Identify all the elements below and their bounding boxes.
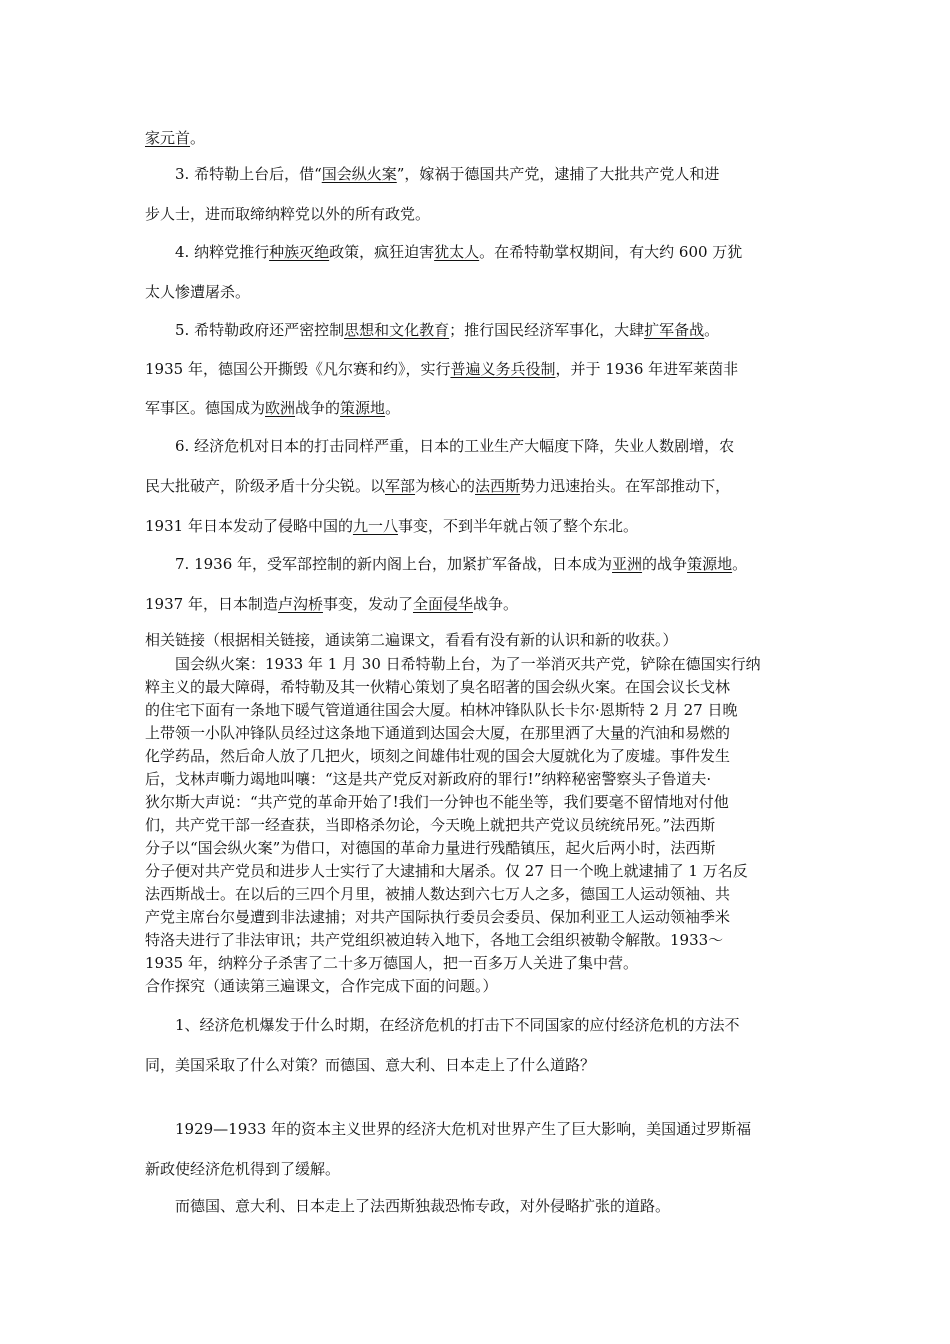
underlined-term: 家元首 <box>145 129 191 147</box>
text-segment: 。 <box>704 321 720 339</box>
text-segment: ”，嫁祸于德国共产党，逮捕了大批共产党人和进 <box>396 165 720 183</box>
point-6-line-3 <box>145 516 638 536</box>
reichstag-fire-line: 分子便对共产党员和进步人士实行了大逮捕和大屠杀。仅 27 日一个晚上就逮捕了 1 万名反 <box>145 862 748 880</box>
text-segment: 为核心的 <box>415 477 476 495</box>
underlined-term: 国会纵火案 <box>321 165 397 183</box>
underlined-term: 策源地 <box>340 399 386 417</box>
underlined-term: 普遍义务兵役制 <box>450 360 556 378</box>
reichstag-fire-line: 法西斯战士。在以后的三四个月里，被捕人数达到六七万人之多，德国工人运动领袖、共 <box>145 885 731 903</box>
underlined-term: 欧洲 <box>265 399 296 417</box>
question-1-line-1: 1、经济危机爆发于什么时期，在经济危机的打击下不同国家的应付经济危机的方法不 <box>175 1016 740 1034</box>
point-5-line-3 <box>145 398 400 418</box>
reichstag-fire-line: 粹主义的最大障碍，希特勒及其一伙精心策划了臭名昭著的国会纵火案。在国会议长戈林 <box>145 678 731 696</box>
text-segment: 事变，不到半年就占领了整个东北。 <box>397 517 638 535</box>
underlined-term: 犹太人 <box>434 243 480 261</box>
reichstag-fire-line: 上带领一小队冲锋队员经过这条地下通道到达国会大厦，在那里洒了大量的汽油和易燃的 <box>145 724 731 742</box>
answer-1-line-1: 1929—1933 年的资本主义世界的经济大危机对世界产生了巨大影响，美国通过罗斯福 <box>175 1120 752 1138</box>
text-segment: 。 <box>732 555 748 573</box>
underlined-term: 军部 <box>385 477 416 495</box>
point-6-line-2 <box>145 476 730 496</box>
point-4-line-2 <box>145 282 250 302</box>
text-segment: 1935 年，德国公开撕毁《凡尔赛和约》，实行 <box>145 360 451 378</box>
point-5-line-1 <box>175 320 719 340</box>
text-segment: 5. 希特勒政府还严密控制 <box>175 321 345 339</box>
text-segment: 1931 年日本发动了侵略中国的 <box>145 517 353 535</box>
question-1-line-2: 同，美国采取了什么对策？而德国、意大利、日本走上了什么道路？ <box>145 1056 596 1074</box>
text-segment: 军事区。德国成为 <box>145 399 266 417</box>
text-segment: 。 <box>190 129 206 147</box>
text-segment: 政策，疯狂迫害 <box>329 243 435 261</box>
reichstag-fire-line: 分子以“国会纵火案”为借口，对德国的革命力量进行残酷镇压，起火后两小时，法西斯 <box>145 839 716 857</box>
point-4-line-1 <box>175 242 742 262</box>
reichstag-fire-line: 的住宅下面有一条地下暖气管道通往国会大厦。柏林冲锋队队长卡尔·恩斯特 2 月 27 日晚 <box>145 701 738 719</box>
point-3-line-2 <box>145 204 430 224</box>
text-segment: 太人惨遭屠杀。 <box>145 283 251 301</box>
reichstag-fire-line: 1935 年，纳粹分子杀害了二十多万德国人，把一百多万人关进了集中营。 <box>145 954 638 972</box>
text-segment: 。在希特勒掌权期间，有大约 600 万犹 <box>479 243 743 261</box>
cooperation-heading: 合作探究（通读第三遍课文，合作完成下面的问题。） <box>145 977 498 995</box>
underlined-term: 全面侵华 <box>412 595 473 613</box>
point-7-line-1 <box>175 554 747 574</box>
text-segment: 7. 1936 年，受军部控制的新内阁上台，加紧扩军备战，日本成为 <box>175 555 613 573</box>
text-segment: 民大批破产，阶级矛盾十分尖锐。以 <box>145 477 386 495</box>
underlined-term: 思想和文化教育 <box>344 321 450 339</box>
text-segment: 事变，发动了 <box>322 595 413 613</box>
text-segment: 战争的 <box>295 399 341 417</box>
underlined-term: 九一八 <box>352 517 398 535</box>
text-segment: 战争。 <box>473 595 519 613</box>
related-links-heading: 相关链接（根据相关链接，通读第二遍课文，看看有没有新的认识和新的收获。） <box>145 631 678 649</box>
reichstag-fire-line: 们，共产党干部一经查获，当即格杀勿论，今天晚上就把共产党议员统统吊死。”法西斯 <box>145 816 716 834</box>
underlined-term: 扩军备战 <box>644 321 705 339</box>
text-segment: 步人士，进而取缔纳粹党以外的所有政党。 <box>145 205 431 223</box>
underlined-term: 策源地 <box>687 555 733 573</box>
point-3-line-1 <box>175 164 719 184</box>
underlined-term: 亚洲 <box>612 555 643 573</box>
point-6-line-1 <box>175 436 734 456</box>
text-segment: ；推行国民经济军事化，大肆 <box>449 321 645 339</box>
underlined-term: 种族灭绝 <box>269 243 330 261</box>
point-7-line-2 <box>145 594 518 614</box>
text-segment: 的战争 <box>642 555 688 573</box>
underlined-term: 卢沟桥 <box>277 595 323 613</box>
text-segment: 6. 经济危机对日本的打击同样严重，日本的工业生产大幅度下降，失业人数剧增，农 <box>175 437 735 455</box>
reichstag-fire-line: 后，戈林声嘶力竭地叫嚷：“这是共产党反对新政府的罪行!”纳粹秘密警察头子鲁道夫· <box>145 770 712 788</box>
reichstag-fire-line: 产党主席台尔曼遭到非法逮捕；对共产国际执行委员会委员、保加利亚工人运动领袖季米 <box>145 908 731 926</box>
line-head-of-state <box>145 128 205 148</box>
reichstag-fire-line: 特洛夫进行了非法审讯；共产党组织被迫转入地下，各地工会组织被勒令解散。1933～ <box>145 931 724 949</box>
text-segment: 3. 希特勒上台后，借“ <box>175 165 322 183</box>
text-segment: ，并于 1936 年进军莱茵非 <box>555 360 739 378</box>
reichstag-fire-line: 国会纵火案：1933 年 1 月 30 日希特勒上台，为了一举消灭共产党，铲除在德国实行纳 <box>175 655 761 673</box>
text-segment: 1937 年，日本制造 <box>145 595 278 613</box>
underlined-term: 法西斯 <box>475 477 521 495</box>
reichstag-fire-line: 化学药品，然后命人放了几把火，顷刻之间雄伟壮观的国会大厦就化为了废墟。事件发生 <box>145 747 731 765</box>
answer-1-line-2: 新政使经济危机得到了缓解。 <box>145 1160 341 1178</box>
point-5-line-2 <box>145 359 738 379</box>
answer-2-line: 而德国、意大利、日本走上了法西斯独裁恐怖专政，对外侵略扩张的道路。 <box>175 1197 671 1215</box>
text-segment: 4. 纳粹党推行 <box>175 243 270 261</box>
reichstag-fire-line: 狄尔斯大声说：“共产党的革命开始了!我们一分钟也不能坐等，我们要毫不留情地对付他 <box>145 793 729 811</box>
text-segment: 势力迅速抬头。在军部推动下， <box>520 477 731 495</box>
text-segment: 。 <box>385 399 401 417</box>
